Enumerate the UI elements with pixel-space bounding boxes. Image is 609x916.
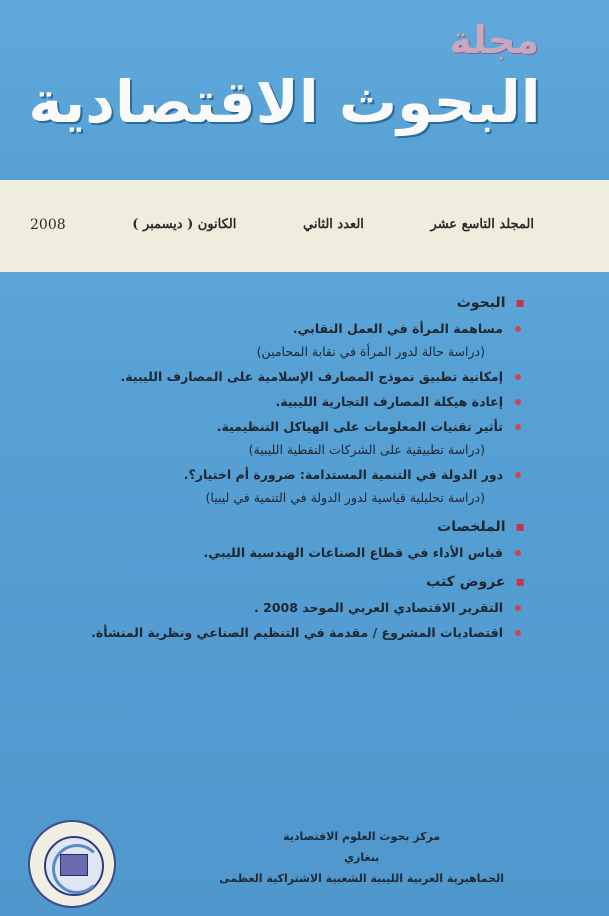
- year-label: 2008: [30, 217, 66, 233]
- item-title: التقرير الاقتصادي العربي الموحد 2008 .: [254, 600, 503, 615]
- bullet-icon: [515, 605, 521, 611]
- month-label: الكانون ( ديسمبر ): [132, 217, 237, 232]
- section-dot-icon: ▪: [515, 519, 525, 535]
- item-title: قياس الأداء في قطاع الصناعات الهندسية الليبي.: [203, 545, 503, 560]
- publisher-city: بنغازي: [343, 851, 380, 864]
- item-title: اقتصاديات المشروع / مقدمة في التنظيم الصناعي ونظرية المنشأة.: [91, 625, 503, 640]
- item-title: تأثير تقنيات المعلومات على الهياكل التنظيمية.: [216, 419, 503, 434]
- issue-info-band: [0, 180, 609, 272]
- item-title: إمكانية تطبيق نموذج المصارف الإسلامية على المصارف الليبية.: [120, 369, 503, 384]
- section-heading-research: ▪البحوث: [456, 295, 525, 311]
- publisher-name: مركز بحوث العلوم الاقتصادية: [283, 830, 441, 843]
- list-item: [70, 600, 531, 615]
- volume-label: المجلد التاسع عشر: [430, 217, 534, 232]
- number-label: العدد الثاني: [303, 217, 364, 232]
- table-of-contents: [70, 295, 531, 650]
- list-item: [70, 369, 531, 384]
- publisher-country: الجماهيرية العربية الليبية الشعبية الاشتراكية العظمى: [219, 872, 504, 885]
- item-title: إعادة هيكلة المصارف التجارية الليبية.: [275, 394, 503, 409]
- bullet-icon: [515, 424, 521, 430]
- list-item: [70, 545, 531, 560]
- bullet-icon: [515, 374, 521, 380]
- seal-emblem-icon: [44, 836, 104, 896]
- bullet-icon: [515, 550, 521, 556]
- section-heading-abstracts: ▪الملخصات: [437, 519, 525, 535]
- bullet-icon: [515, 399, 521, 405]
- section-dot-icon: ▪: [515, 295, 525, 311]
- item-title: مساهمة المرأة في العمل النقابي.: [292, 321, 503, 336]
- list-item: [70, 625, 531, 640]
- section-heading-book-reviews: ▪عروض كتب: [426, 574, 525, 590]
- bullet-icon: [515, 326, 521, 332]
- section-dot-icon: ▪: [515, 574, 525, 590]
- item-title: دور الدولة في التنمية المستدامة: ضرورة أم اختيار؟.: [183, 467, 503, 482]
- item-subtitle: (دراسة حالة لدور المرأة في نقابة المحامين): [256, 344, 485, 359]
- bullet-icon: [515, 630, 521, 636]
- institution-seal-logo: [28, 820, 116, 908]
- list-item: [70, 321, 531, 359]
- item-subtitle: (دراسة تحليلية قياسية لدور الدولة في التنمية في ليبيا): [205, 490, 485, 505]
- list-item: [70, 467, 531, 505]
- bullet-icon: [515, 472, 521, 478]
- publisher-block: [219, 826, 504, 889]
- item-subtitle: (دراسة تطبيقية على الشركات النفطية الليبية): [248, 442, 485, 457]
- list-item: [70, 419, 531, 457]
- journal-title: البحوث الاقتصادية: [28, 68, 541, 136]
- issue-info-row: [30, 217, 534, 233]
- list-item: [70, 394, 531, 409]
- magazine-word: مجلة: [449, 18, 539, 62]
